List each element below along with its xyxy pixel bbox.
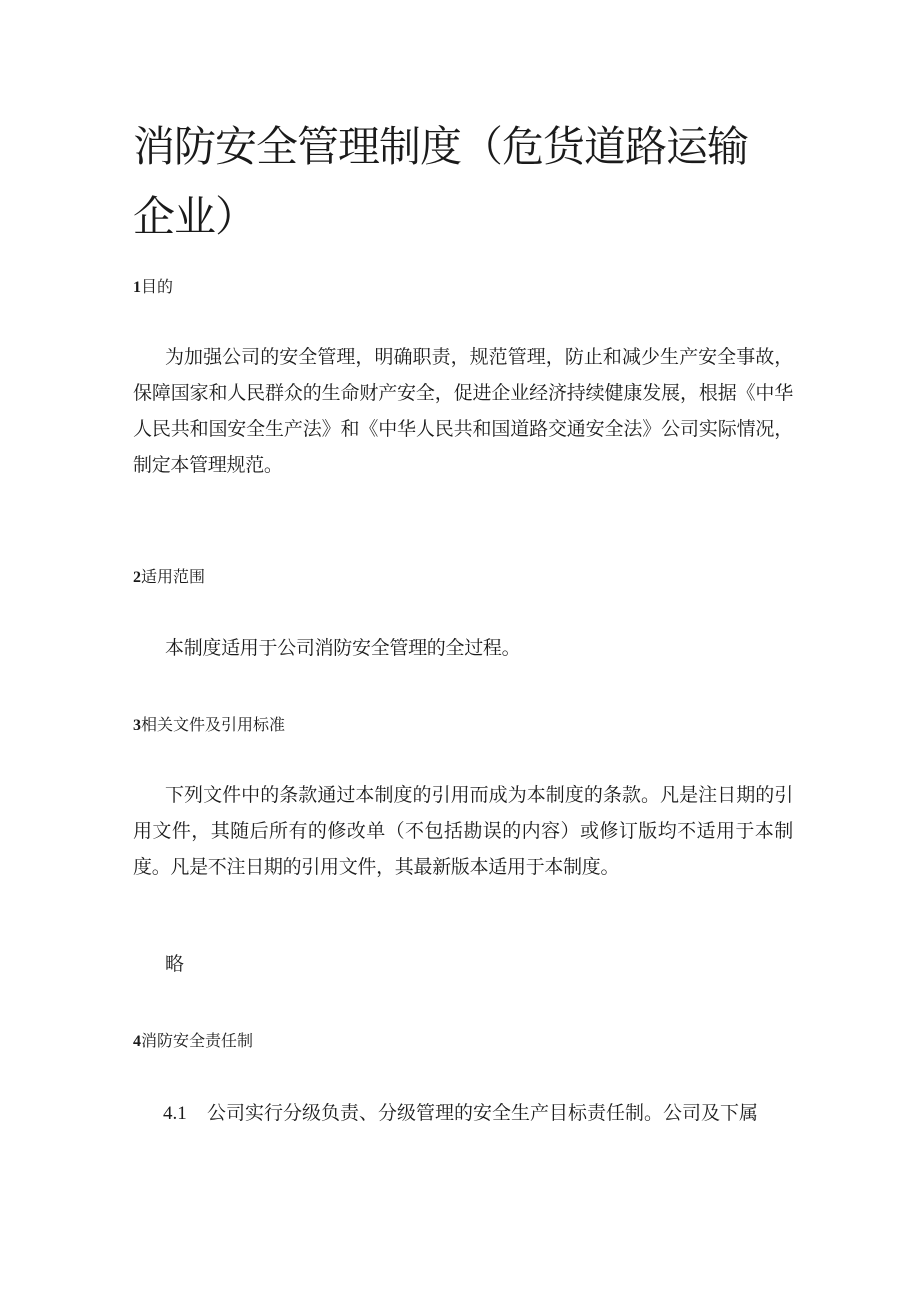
- section-heading-scope: [133, 567, 205, 588]
- section-heading-purpose: [133, 277, 173, 298]
- document-title: 消防安全管理制度（危货道路运输企业）: [133, 122, 749, 241]
- section-heading-text: 相关文件及引用标准: [141, 715, 286, 734]
- section-heading-text: 消防安全责任制: [141, 1031, 254, 1050]
- section-heading-references: [133, 715, 285, 736]
- paragraph-scope: 本制度适用于公司消防安全管理的全过程。: [165, 637, 521, 659]
- section-heading-text: 目的: [141, 277, 174, 296]
- section-number: 3: [133, 717, 141, 734]
- clause-number: 4.1: [163, 1103, 187, 1124]
- section-number: 1: [133, 279, 141, 296]
- section-number: 4: [133, 1033, 141, 1050]
- paragraph-omitted: 略: [165, 953, 184, 975]
- clause-text: 公司实行分级负责、分级管理的安全生产目标责任制。公司及下属: [207, 1102, 759, 1124]
- section-heading-text: 适用范围: [141, 567, 206, 586]
- section-heading-responsibility: [133, 1031, 253, 1052]
- paragraph-purpose: 为加强公司的安全管理，明确职责，规范管理，防止和减少生产安全事故，保障国家和人民群众的生命财产安全，促进企业经济持续健康发展，根据《中华人民共和国安全生产法》和《中华人民共和国道路交通安全法》公司实际情况，制定本管理规范。: [133, 346, 793, 476]
- paragraph-references: 下列文件中的条款通过本制度的引用而成为本制度的条款。凡是注日期的引用文件，其随后所有的修改单（不包括勘误的内容）或修订版均不适用于本制度。凡是不注日期的引用文件，其最新版本适用于本制度。: [133, 784, 793, 878]
- clause-4-1: [163, 1095, 803, 1132]
- section-number: 2: [133, 569, 141, 586]
